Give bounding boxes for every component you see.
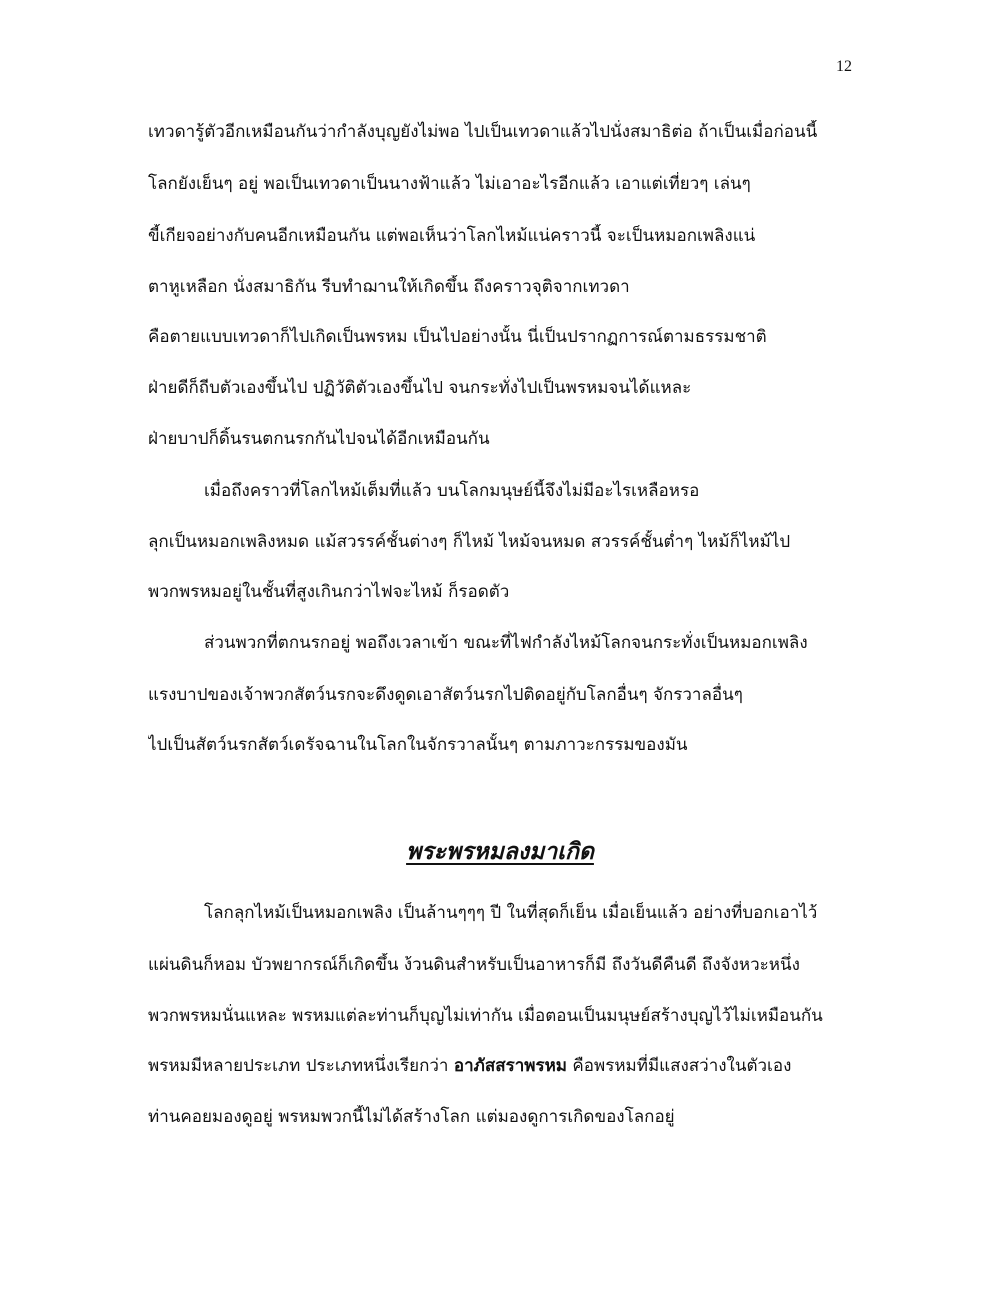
paragraph-1-line-1: เทวดารู้ตัวอีกเหมือนกันว่ากำลังบุญยังไม่พอ ไปเป็นเทวดาแล้วไปนั่งสมาธิต่อ ถ้าเป็นเมื่อก่อนนี้ (148, 122, 818, 142)
paragraph-3-line-2: แรงบาปของเจ้าพวกสัตว์นรกจะดึงดูดเอาสัตว์นรกไปติดอยู่กับโลกอื่นๆ จักรวาลอื่นๆ (148, 685, 743, 705)
paragraph-2-line-2: ลุกเป็นหมอกเพลิงหมด แม้สวรรค์ชั้นต่างๆ ก็ไหม้ ไหม้จนหมด สวรรค์ชั้นต่ำๆ ไหม้ก็ไหม้ไป (148, 532, 791, 552)
paragraph-2-line-1: เมื่อถึงคราวที่โลกไหม้เต็มที่แล้ว บนโลกมนุษย์นี้จึงไม่มีอะไรเหลือหรอ (204, 481, 700, 501)
paragraph-4-line-4-text-start: พรหมมีหลายประเภท ประเภทหนึ่งเรียกว่า (148, 1056, 454, 1076)
paragraph-4-line-3: พวกพรหมนั่นแหละ พรหมแต่ละท่านก็บุญไม่เท่ากัน เมื่อตอนเป็นมนุษย์สร้างบุญไว้ไม่เหมือนกัน (148, 1006, 823, 1026)
paragraph-1-line-5: คือตายแบบเทวดาก็ไปเกิดเป็นพรหม เป็นไปอย่างนั้น นี่เป็นปรากฏการณ์ตามธรรมชาติ (148, 327, 767, 347)
paragraph-4-line-5: ท่านคอยมองดูอยู่ พรหมพวกนี้ไม่ได้สร้างโลก แต่มองดูการเกิดของโลกอยู่ (148, 1107, 675, 1127)
paragraph-1-line-2: โลกยังเย็นๆ อยู่ พอเป็นเทวดาเป็นนางฟ้าแล้ว ไม่เอาอะไรอีกแล้ว เอาแต่เที่ยวๆ เล่นๆ (148, 174, 751, 194)
paragraph-1-line-6: ฝ่ายดีก็ถีบตัวเองขึ้นไป ปฏิวัติตัวเองขึ้นไป จนกระทั่งไปเป็นพรหมจนได้แหละ (148, 378, 692, 398)
bold-term: อาภัสสราพรหม (453, 1056, 567, 1076)
page-number: 12 (836, 58, 852, 75)
paragraph-2-line-3: พวกพรหมอยู่ในชั้นที่สูงเกินกว่าไฟจะไหม้ ก็รอดตัว (148, 582, 510, 602)
paragraph-1-line-3: ขี้เกียจอย่างกับคนอีกเหมือนกัน แต่พอเห็นว่าโลกไหม้แน่คราวนี้ จะเป็นหมอกเพลิงแน่ (148, 226, 756, 246)
paragraph-4-line-4 (148, 1054, 860, 1078)
section-heading: พระพรหมลงมาเกิด (406, 839, 594, 865)
paragraph-1-line-7: ฝ่ายบาปก็ดิ้นรนตกนรกกันไปจนได้อีกเหมือนกัน (148, 429, 490, 449)
paragraph-3-line-3: ไปเป็นสัตว์นรกสัตว์เดรัจฉานในโลกในจักรวาลนั้นๆ ตามภาวะกรรมของมัน (148, 735, 688, 755)
paragraph-3-line-1: ส่วนพวกที่ตกนรกอยู่ พอถึงเวลาเข้า ขณะที่ไฟกำลังไหม้โลกจนกระทั่งเป็นหมอกเพลิง (204, 633, 808, 653)
paragraph-4-line-2: แผ่นดินก็หอม บัวพยากรณ์ก็เกิดขึ้น ง้วนดินสำหรับเป็นอาหารก็มี ถึงวันดีคืนดี ถึงจังหวะหนึ่ง (148, 955, 800, 975)
paragraph-4-line-1: โลกลุกไหม้เป็นหมอกเพลิง เป็นล้านๆๆๆ ปี ในที่สุดก็เย็น เมื่อเย็นแล้ว อย่างที่บอกเอาไว้ (204, 903, 818, 923)
paragraph-4-line-4-text-end: คือพรหมที่มีแสงสว่างในตัวเอง (567, 1056, 792, 1076)
paragraph-1-line-4: ตาหูเหลือก นั่งสมาธิกัน รีบทำฌานให้เกิดขึ้น ถึงคราวจุติจากเทวดา (148, 277, 630, 297)
